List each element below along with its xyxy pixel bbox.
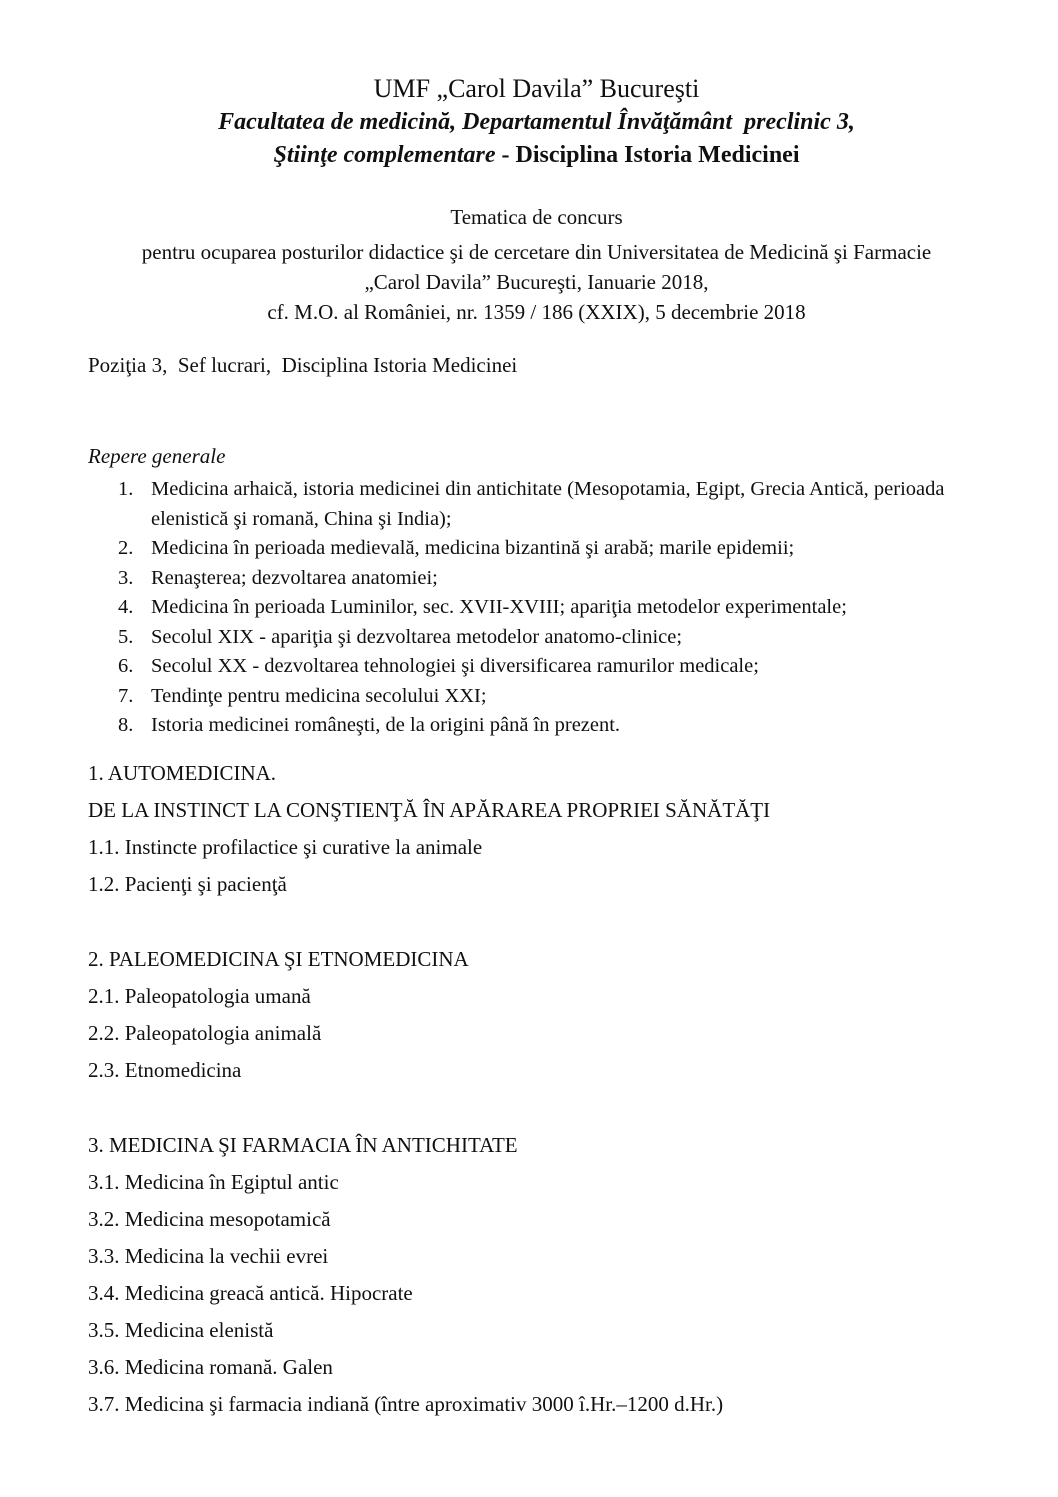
official-gazette-line: cf. M.O. al României, nr. 1359 / 186 (XXIX), 5 decembrie 2018 <box>267 300 806 324</box>
contest-subtitle-block <box>88 202 985 327</box>
list-item-number: 1. <box>118 478 134 500</box>
section-item: 1.2. Pacienţi şi pacienţă <box>88 871 287 896</box>
list-item-number: 4. <box>118 596 134 618</box>
section-heading: 3. MEDICINA ŞI FARMACIA ÎN ANTICHITATE <box>88 1132 518 1157</box>
section-heading-subtitle: DE LA INSTINCT LA CONŞTIENŢĂ ÎN APĂRAREA PROPRIEI SĂNĂTĂŢI <box>88 797 771 822</box>
list-item-number: 8. <box>118 714 134 736</box>
section-item: 3.1. Medicina în Egiptul antic <box>88 1169 339 1194</box>
list-item <box>118 593 985 623</box>
position-line: Poziţia 3, Sef lucrari, Disciplina Istoria Medicinei <box>88 353 518 377</box>
section-item: 2.1. Paleopatologia umană <box>88 983 311 1008</box>
general-references-heading: Repere generale <box>88 444 226 468</box>
section-item: 3.6. Medicina romană. Galen <box>88 1354 333 1379</box>
list-item-number: 7. <box>118 684 134 707</box>
faculty-department-line: Facultatea de medicină, Departamentul Învăţământ preclinic 3, <box>218 109 855 135</box>
section-item: 3.7. Medicina şi farmacia indiană (între aproximativ 3000 î.Hr.–1200 d.Hr.) <box>88 1391 724 1416</box>
section-heading: 2. PALEOMEDICINA ŞI ETNOMEDICINA <box>88 946 469 971</box>
list-item <box>118 564 985 594</box>
university-title: UMF „Carol Davila” Bucureşti <box>373 74 700 103</box>
discipline-line <box>88 139 985 172</box>
discipline-line-bold: - Disciplina Istoria Medicinei <box>495 142 800 168</box>
list-item-text: Secolul XIX - apariţia şi dezvoltarea metodelor anatomo-clinice; <box>151 625 683 648</box>
list-item-text: Medicina în perioada Luminilor, sec. XVII-XVIII; apariţia metodelor experimentale; <box>151 596 847 618</box>
list-item <box>118 534 985 564</box>
section-item: 3.4. Medicina greacă antică. Hipocrate <box>88 1280 413 1305</box>
list-item-number: 2. <box>118 537 134 559</box>
contest-date-line: „Carol Davila” Bucureşti, Ianuarie 2018, <box>364 270 709 294</box>
list-item <box>118 711 985 741</box>
list-item-text: Secolul XX - dezvoltarea tehnologiei şi diversificarea ramurilor medicale; <box>151 655 759 677</box>
list-item-number: 3. <box>118 566 134 589</box>
document-header <box>88 72 985 172</box>
list-item-number: 6. <box>118 655 134 677</box>
list-item <box>118 682 985 712</box>
section-paleomedicina <box>88 941 985 1089</box>
section-item: 2.2. Paleopatologia animală <box>88 1020 322 1045</box>
section-item: 3.5. Medicina elenistă <box>88 1317 274 1342</box>
list-item-text: Renaşterea; dezvoltarea anatomiei; <box>151 566 438 589</box>
list-item <box>118 652 985 682</box>
discipline-line-italic: Ştiinţe complementare <box>273 142 496 168</box>
section-item: 3.2. Medicina mesopotamică <box>88 1206 331 1231</box>
section-medicina-antichitate <box>88 1127 985 1423</box>
general-references-list <box>88 475 985 741</box>
list-item-text: Tendinţe pentru medicina secolului XXI; <box>151 684 487 707</box>
section-item: 2.3. Etnomedicina <box>88 1057 242 1082</box>
section-heading: 1. AUTOMEDICINA. <box>88 760 277 785</box>
section-item: 3.3. Medicina la vechii evrei <box>88 1243 329 1268</box>
list-item-text: Istoria medicinei româneşti, de la origini până în prezent. <box>151 714 621 736</box>
contest-purpose-line: pentru ocuparea posturilor didactice şi de cercetare din Universitatea de Medicină şi Farmacie <box>141 240 932 264</box>
list-item-text: Medicina în perioada medievală, medicina bizantină şi arabă; marile epidemii; <box>151 537 795 559</box>
list-item <box>118 623 985 653</box>
section-item: 1.1. Instincte profilactice şi curative la animale <box>88 834 483 859</box>
section-automedicina <box>88 755 985 903</box>
contest-title: Tematica de concurs <box>450 205 623 229</box>
list-item-number: 5. <box>118 625 134 648</box>
list-item <box>118 475 985 534</box>
list-item-text: Medicina arhaică, istoria medicinei din antichitate (Mesopotamia, Egipt, Grecia Antică, perioada elenistică şi romană, China şi India); <box>151 478 945 530</box>
